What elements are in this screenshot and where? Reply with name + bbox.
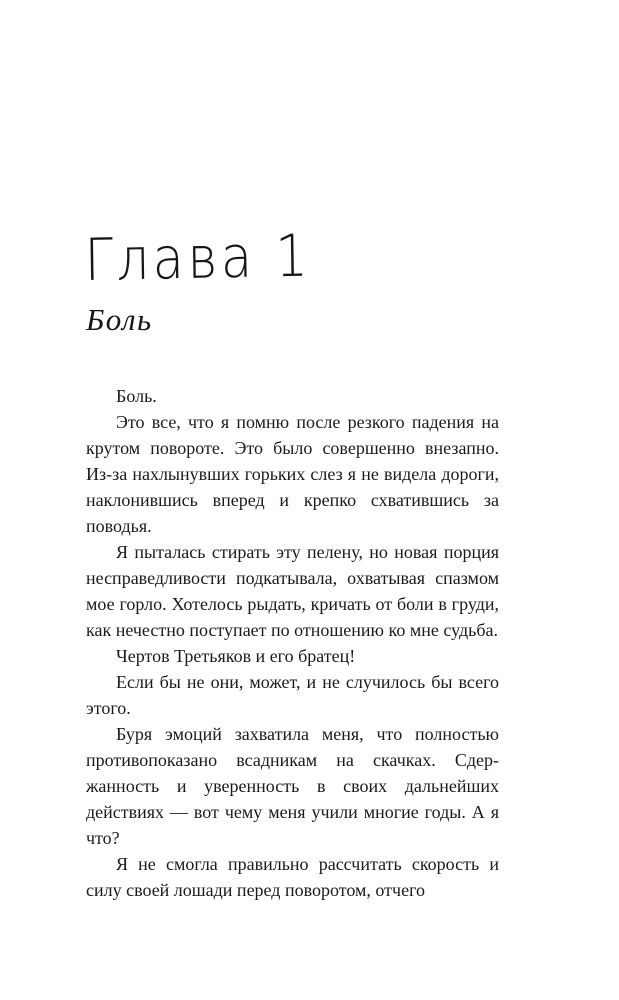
paragraph: Я не смогла правильно рассчитать скорость и силу своей лошади перед поворотом, отчего <box>86 854 499 900</box>
chapter-subtitle: Боль <box>86 302 153 337</box>
paragraph: Я пыталась стирать эту пелену, но новая порция несправедливости подкатывала, охватывая спазмом мое горло. Хотелось рыдать, кричать от боли в груди, как нечестно поступает по отношению ко мне судьба. <box>86 542 499 640</box>
paragraph: Это все, что я помню после резкого падения на крутом повороте. Это было совершенно внезапно. Из-за нахлынувших горьких слез я не видела дороги, наклонившись вперед и крепко схватившись за поводья. <box>86 412 499 536</box>
paragraph: Буря эмоций захватила меня, что полностью противопоказано всадникам на скачках. Сдержанность и уверенность в своих дальнейших действиях — вот чему меня учили многие годы. А я что? <box>86 724 499 848</box>
paragraph: Если бы не они, может, и не случилось бы всего этого. <box>86 672 499 718</box>
paragraph: Боль. <box>116 386 157 406</box>
body-text <box>86 383 499 903</box>
paragraph: Чертов Третьяков и его братец! <box>116 646 356 666</box>
chapter-heading: Глава 1 <box>84 221 312 294</box>
